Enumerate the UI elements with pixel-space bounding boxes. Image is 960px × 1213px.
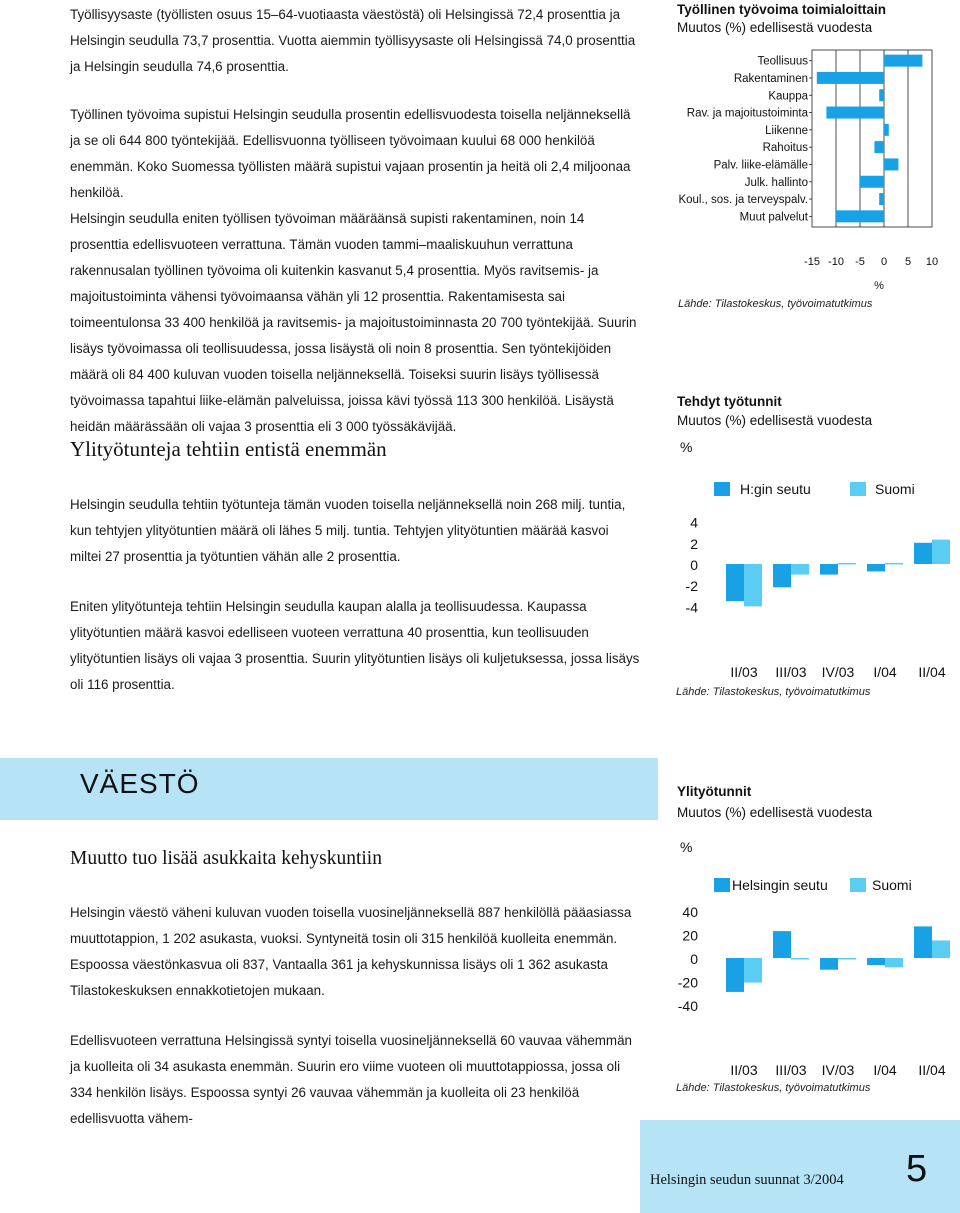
paragraph-industries: Helsingin seudulla eniten työllisen työvoiman määräänsä supisti rakentaminen, noin 14 prosenttia edellisvuoteen verrattuna. Tämän vuoden tammi–maaliskuuhun verrattuna rakennusalan työllinen työvoima oli kuitenkin kasvanut 5,4 prosenttia. Myös ravitsemis- ja majoitustoiminta vähensi työvoimaansa vähän yli 12 prosenttia. Rakentamisesta sai toimeentulonsa 33 400 henkilöä ja ravitsemis- ja majoitustoiminnasta 20 700 työntekijää. Suurin lisäys työvoimassa oli teollisuudessa, jossa lisäystä oli noin 8 prosenttia. Sen työntekijöiden määrä oli 84 400 kuluvan vuoden toisella neljänneksellä. Toiseksi suurin lisäys työllisessä työvoimassa tapahtui liike-elämän palveluissa, joissa kävi työssä 113 300 henkilöä. Lisäystä heidän määrässään oli vajaa 3 prosenttia eli 3 000 työssäkävijää. — [70, 211, 637, 434]
chart1-bar — [879, 89, 884, 101]
chart3-bar — [932, 940, 950, 958]
chart1-category-label: Liikenne — [765, 124, 808, 137]
chart1-category-label: Rav. ja majoitustoiminta — [686, 107, 808, 120]
chart1-bar — [836, 210, 884, 222]
chart2-title: Tehdyt työtunnit — [677, 394, 782, 409]
chart1-bar — [874, 141, 884, 153]
chart2-ytick-label: 4 — [690, 514, 698, 531]
chart2-categories — [730, 664, 945, 680]
chart2-ytick-label: -2 — [685, 578, 698, 595]
chart1-tick-label: 0 — [880, 256, 888, 268]
chart2-category-label: II/04 — [918, 664, 946, 680]
chart2-bar — [773, 564, 791, 587]
chart3-bar — [838, 958, 856, 960]
chart3-bar — [914, 926, 932, 958]
chart1-tick-label: 10 — [925, 256, 939, 268]
chart2-ytick-label: -4 — [685, 599, 698, 616]
chart2-category-label: III/03 — [775, 664, 807, 680]
chart3-title: Ylityötunnit — [677, 784, 752, 799]
chart3-ytick-label: -20 — [677, 974, 698, 991]
chart2-bar — [885, 563, 903, 565]
chart1-xlabel: % — [874, 280, 884, 292]
chart3-bar — [791, 958, 809, 960]
chart3-category-label: I/04 — [873, 1062, 897, 1078]
chart1-ticks — [804, 256, 938, 268]
chart2-bar — [914, 543, 932, 564]
chart3-category-label: II/03 — [730, 1062, 758, 1078]
chart2-bar — [726, 564, 744, 601]
chart1-title: Työllinen työvoima toimialoittain — [677, 2, 887, 17]
chart1-bars — [817, 55, 923, 223]
chart1-category-label: Teollisuus — [757, 55, 808, 68]
chart3-category-label: II/04 — [918, 1062, 946, 1078]
footer-publication: Helsingin seudun suunnat 3/2004 — [650, 1172, 844, 1188]
legend-swatch-hgin — [714, 482, 730, 496]
chart3-bar — [744, 958, 762, 983]
chart3-category-label: III/03 — [775, 1062, 807, 1078]
chart1-category-label: Palv. liike-elämälle — [713, 159, 808, 172]
paragraph-births-deaths: Edellisvuoteen verrattuna Helsingissä syntyi toisella vuosineljänneksellä 60 vauvaa vähemmän ja kuolleita oli 34 asukasta enemmän. Suurin ero viime vuoteen oli muuttotappiossa, jossa oli 334 henkilön lisäys. Espoossa syntyi 26 vauvaa vähemmän ja kuolleita oli 23 henkilöä edellisvuotta vähem- — [70, 1033, 632, 1126]
legend-swatch-suomi — [850, 482, 866, 496]
chart2-source: Lähde: Tilastokeskus, työvoimatutkimus — [676, 686, 871, 698]
legend-swatch-helsinki — [714, 878, 730, 892]
legend-swatch-suomi — [850, 878, 866, 892]
chart1-category-label: Rahoitus — [762, 142, 808, 155]
chart2-bar — [932, 540, 950, 564]
paragraph-employment-rate: Työllisyysaste (työllisten osuus 15–64-vuotiaasta väestöstä) oli Helsingissä 72,4 prosenttia ja Helsingin seudulla 73,7 prosenttia. Vuotta aiemmin työllisyysaste oli Helsingissä 74,0 prosenttia ja Helsingin seudulla 74,6 prosenttia. — [70, 7, 636, 74]
heading-overtime: Ylityötunteja tehtiin entistä enemmän — [70, 437, 387, 461]
legend-label-suomi: Suomi — [875, 481, 915, 497]
chart3-bar — [773, 931, 791, 958]
paragraph-overtime: Eniten ylityötunteja tehtiin Helsingin seudulla kaupan alalla ja teollisuudessa. Kaupassa ylityötuntien määrä kasvoi edelliseen vuoteen verrattuna 40 prosenttia, kun teollisuuden ylityötuntien lisäys oli vajaa 3 prosenttia. Suurin ylityötuntien lisäys oli kuljetuksessa, jossa lisäys oli 116 prosenttia. — [70, 599, 640, 692]
chart3-bar — [867, 958, 885, 965]
chart3-yticks — [678, 904, 698, 1014]
chart2-category-label: I/04 — [873, 664, 897, 680]
chart1-bar — [860, 176, 884, 188]
chart2-svg — [670, 432, 960, 684]
chart3-category-label: IV/03 — [821, 1062, 855, 1078]
chart1-svg — [670, 40, 960, 300]
chart1-tick-label: -5 — [855, 256, 865, 268]
chart3-bars — [726, 926, 950, 992]
chart1-source: Lähde: Tilastokeskus, työvoimatutkimus — [678, 298, 873, 310]
chart2-bar — [791, 564, 809, 575]
chart3-bar — [820, 958, 838, 970]
chart2-subtitle: Muutos (%) edellisestä vuodesta — [677, 413, 873, 428]
chart1-bar — [826, 107, 884, 119]
chart2-ytick-label: 0 — [690, 557, 698, 573]
chart1-bar — [884, 55, 922, 67]
chart3-subtitle: Muutos (%) edellisestä vuodesta — [677, 805, 873, 820]
legend-label-hgin: H:gin seutu — [740, 481, 811, 497]
chart2-ytick-label: 2 — [690, 535, 698, 552]
chart1-category-label: Rakentaminen — [733, 72, 808, 85]
chart3-svg — [670, 825, 960, 1083]
chart2-ylabel: % — [680, 439, 693, 455]
chart1-category-label: Kauppa — [768, 90, 808, 103]
paragraph-working-hours: Helsingin seudulla tehtiin työtunteja tämän vuoden toisella neljänneksellä noin 268 milj. tuntia, kun tehtyjen ylityötuntien määrä oli lähes 5 milj. tuntia. Tehtyjen ylityötuntien määrää kasvoi miltei 27 prosenttia ja työtuntien vähän alle 2 prosenttia. — [70, 497, 626, 564]
chart3-ylabel: % — [680, 839, 693, 855]
paragraph-population: Helsingin väestö väheni kuluvan vuoden toisella vuosineljänneksellä 887 henkilöllä pääasiassa muuttotappion, 1 202 asukasta, vuoksi. Syntyneitä tosin oli 315 henkilöä kuolleita enemmän. Espoossa väestönkasvua oli 837, Vantaalla 361 ja kehyskunnissa lisäys oli 1 362 asukasta Tilastokeskuksen ennakkotietojen mukaan. — [70, 905, 632, 998]
chart3-ytick-label: -40 — [677, 997, 698, 1014]
chart2-bars — [726, 540, 950, 607]
chart2-bar — [744, 564, 762, 606]
chart1-bar — [879, 193, 884, 205]
chart2-legend — [714, 481, 915, 497]
chart2-category-label: IV/03 — [821, 664, 855, 680]
chart1-subtitle: Muutos (%) edellisestä vuodesta — [677, 20, 873, 35]
chart2-bar — [838, 563, 856, 565]
chart1-category-label: Koul., sos. ja terveyspalv. — [678, 194, 808, 207]
chart1-category-label: Julk. hallinto — [744, 176, 808, 189]
chart3-bar — [726, 958, 744, 992]
heading-migration: Muutto tuo lisää asukkaita kehyskuntiin — [70, 848, 382, 869]
paragraph-workforce: Työllinen työvoima supistui Helsingin seudulla prosentin edellisvuodesta toisella neljänneksellä ja se oli 644 800 työntekijää. Edellisvuonna työlliseen työvoimaan kuului 68 000 henkilöä enemmän. Koko Suomessa työllisten määrä supistui vajaan prosentin ja heitä oli 2,4 miljoonaa henkilöä. — [70, 107, 631, 200]
chart1-tick-label: -15 — [804, 256, 820, 268]
chart3-legend — [714, 877, 912, 893]
chart1-tick-label: 5 — [904, 256, 912, 268]
chart1-tick-label: -10 — [828, 256, 844, 268]
page-number: 5 — [906, 1148, 928, 1190]
chart3-categories — [730, 1062, 945, 1078]
section-title: VÄESTÖ — [80, 768, 200, 799]
chart1-category-label: Muut palvelut — [739, 211, 808, 224]
chart3-source: Lähde: Tilastokeskus, työvoimatutkimus — [676, 1082, 871, 1094]
chart2-bar — [820, 564, 838, 575]
chart1-bar — [884, 124, 889, 136]
chart3-ytick-label: 0 — [690, 951, 698, 967]
chart3-ytick-label: 40 — [682, 904, 698, 921]
legend-label-helsinki: Helsingin seutu — [732, 877, 828, 893]
chart2-bar — [867, 564, 885, 571]
chart1-bar — [884, 158, 898, 170]
chart2-yticks — [686, 515, 699, 616]
chart1-categories — [678, 56, 808, 224]
chart3-ytick-label: 20 — [682, 927, 698, 944]
legend-label-suomi: Suomi — [872, 877, 912, 893]
chart1-bar — [817, 72, 884, 84]
chart2-category-label: II/03 — [730, 664, 758, 680]
chart3-bar — [885, 958, 903, 967]
